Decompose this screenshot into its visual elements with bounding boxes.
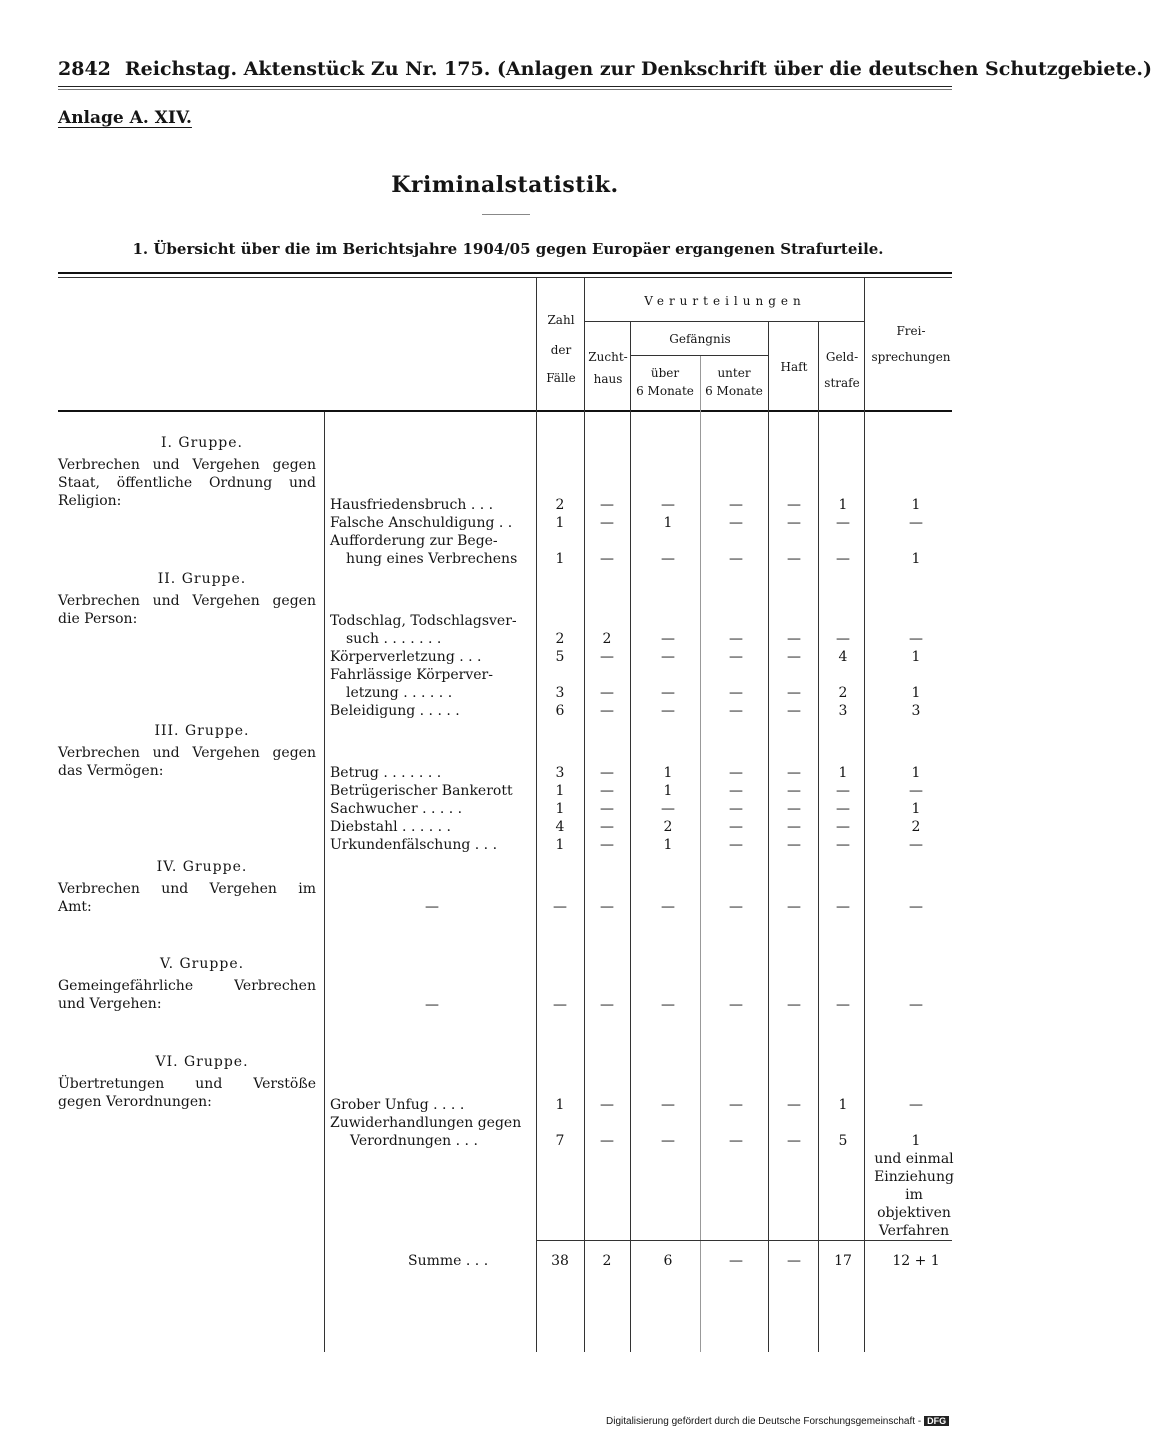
row-label: such . . . . . . .: [346, 631, 442, 647]
col-zahl-line2: der: [550, 343, 572, 357]
cell-geld: —: [836, 837, 850, 853]
cell-zahl: 2: [555, 497, 565, 513]
group-desc-line: Übertretungen und Verstöße: [58, 1076, 316, 1092]
col-zuchthaus-heading: [586, 346, 630, 390]
col-zahl-line3: Fälle: [546, 371, 576, 385]
table-row: [330, 550, 960, 568]
cell-frei: 1: [911, 765, 921, 781]
note-line: und einmal: [874, 1151, 954, 1167]
table-top-rule: [58, 272, 952, 274]
table-row: [330, 1132, 960, 1150]
cell-zuchthaus: —: [600, 649, 614, 665]
row-label: Betrügerischer Bankerott: [330, 783, 513, 799]
table-subtitle: 1. Übersicht über die im Berichtsjahre 1904/05 gegen Europäer ergangenen Strafurteile.: [132, 240, 884, 258]
col-frei-line1: Frei-: [896, 324, 926, 338]
cell-geld: 1: [838, 765, 848, 781]
row-label: Sachwucher . . . . .: [330, 801, 463, 817]
col-zahl-heading: [538, 304, 584, 392]
cell-geld: 17: [834, 1253, 852, 1269]
table-row: [330, 648, 960, 666]
cell-haft: —: [787, 703, 801, 719]
cell-geld: 2: [838, 685, 848, 701]
cell-zuchthaus: —: [600, 801, 614, 817]
cell-geld: —: [836, 631, 850, 647]
cell-ueber: 2: [663, 819, 673, 835]
col-geld-line2: strafe: [824, 376, 860, 390]
cell-zuchthaus: —: [600, 765, 614, 781]
cell-ueber: —: [661, 685, 675, 701]
footer-text: Digitalisierung gefördert durch die Deutsche Forschungsgemeinschaft -: [606, 1416, 922, 1427]
col-frei-heading: [866, 318, 956, 370]
cell-geld: —: [836, 801, 850, 817]
table-row: [330, 898, 960, 916]
cell-ueber: —: [661, 649, 675, 665]
cell-frei: —: [909, 1097, 923, 1113]
dfg-logo: DFG: [924, 1416, 949, 1426]
cell-unter: —: [729, 631, 743, 647]
table-top-rule-thin: [58, 277, 952, 278]
cell-zahl: 1: [555, 551, 565, 567]
cell-geld: —: [836, 515, 850, 531]
cell-geld: —: [836, 997, 850, 1013]
cell-frei: 1: [911, 649, 921, 665]
cell-geld: 3: [838, 703, 848, 719]
col-zuchthaus-line2: haus: [593, 372, 623, 386]
group-6: [58, 1053, 316, 1111]
cell-ueber: 1: [663, 783, 673, 799]
col-unter-heading: [700, 364, 768, 400]
cell-ueber: 1: [663, 837, 673, 853]
group-desc-line: das Vermögen:: [58, 763, 164, 779]
cell-haft: —: [787, 631, 801, 647]
note-line: im: [905, 1187, 923, 1203]
cell-ueber: —: [661, 703, 675, 719]
group-5: [58, 955, 316, 1013]
table-row: [330, 818, 960, 836]
group-desc-line: Verbrechen und Vergehen gegen: [58, 593, 316, 609]
row-label: Grober Unfug . . . .: [330, 1097, 465, 1113]
cell-zuchthaus: —: [600, 1097, 614, 1113]
row-label: Todschlag, Todschlagsver-: [330, 613, 517, 629]
cell-zahl: 7: [555, 1133, 565, 1149]
cell-ueber: —: [661, 631, 675, 647]
col-frei-line2: sprechungen: [871, 350, 951, 364]
table-row: [330, 612, 960, 630]
cell-zahl: 1: [555, 783, 565, 799]
cell-zuchthaus: —: [600, 783, 614, 799]
table-row: [330, 496, 960, 514]
group-title: II. Gruppe.: [157, 571, 247, 587]
cell-unter: —: [729, 1097, 743, 1113]
row-label: Fahrlässige Körperver-: [330, 667, 493, 683]
row-label: Verordnungen . . .: [350, 1133, 478, 1149]
cell-zahl: 1: [555, 515, 565, 531]
cell-zuchthaus: —: [600, 497, 614, 513]
cell-unter: —: [729, 837, 743, 853]
group-desc-line: die Person:: [58, 611, 138, 627]
group-desc-line: Verbrechen und Vergehen gegen: [58, 457, 316, 473]
cell-zuchthaus: —: [600, 899, 614, 915]
group-title: VI. Gruppe.: [155, 1054, 249, 1070]
cell-haft: —: [787, 1097, 801, 1113]
group-title: IV. Gruppe.: [156, 859, 248, 875]
cell-zahl: 3: [555, 765, 565, 781]
freisprechungen-note: [866, 1150, 962, 1240]
group-1: [58, 434, 316, 510]
cell-zuchthaus: —: [600, 685, 614, 701]
table-row: [330, 514, 960, 532]
cell-zahl: 6: [555, 703, 565, 719]
header-rule-2: [58, 89, 952, 90]
row-label: Betrug . . . . . . .: [330, 765, 442, 781]
cell-ueber: —: [661, 497, 675, 513]
cell-geld: 1: [838, 1097, 848, 1113]
running-title: Reichstag. Aktenstück Zu Nr. 175. (Anlagen zur Denkschrift über die deutschen Schutzgebiete.): [124, 58, 1152, 80]
note-line: objektiven: [877, 1205, 951, 1221]
cell-unter: —: [729, 1133, 743, 1149]
row-label: Hausfriedensbruch . . .: [330, 497, 494, 513]
cell-frei: —: [909, 631, 923, 647]
row-label-dash: —: [425, 997, 439, 1013]
group-desc-line: Staat, öffentliche Ordnung und: [58, 475, 316, 491]
cell-zuchthaus: —: [600, 703, 614, 719]
row-label: hung eines Verbrechens: [346, 551, 518, 567]
summe-top-rule: [536, 1240, 952, 1241]
cell-frei: 1: [911, 497, 921, 513]
cell-frei: —: [909, 783, 923, 799]
col-verurteilungen-heading: Verurteilungen: [644, 294, 806, 308]
digitization-footer: [606, 1416, 949, 1427]
cell-frei: 2: [911, 819, 921, 835]
cell-zuchthaus: —: [600, 551, 614, 567]
cell-frei: 1: [911, 551, 921, 567]
title-rule: [482, 214, 530, 215]
anlage-label: Anlage A. XIV.: [58, 108, 192, 128]
cell-unter: —: [729, 551, 743, 567]
cell-unter: —: [729, 649, 743, 665]
cell-unter: —: [729, 899, 743, 915]
cell-haft: —: [787, 551, 801, 567]
table-row: [330, 702, 960, 720]
cell-zuchthaus: —: [600, 819, 614, 835]
group-desc-line: Religion:: [58, 493, 122, 509]
group-4: [58, 858, 316, 916]
cell-ueber: 6: [663, 1253, 673, 1269]
cell-haft: —: [787, 899, 801, 915]
row-label: Falsche Anschuldigung . .: [330, 515, 513, 531]
table-row: [330, 800, 960, 818]
table-row: [330, 1096, 960, 1114]
page-title: Kriminalstatistik.: [391, 172, 619, 198]
summe-row: [330, 1252, 960, 1270]
row-label: Aufforderung zur Bege-: [330, 533, 498, 549]
col-unter-line2: 6 Monate: [705, 384, 763, 398]
group-3: [58, 722, 316, 780]
row-label: Urkundenfälschung . . .: [330, 837, 498, 853]
note-line: Verfahren: [878, 1223, 950, 1239]
cell-geld: 5: [838, 1133, 848, 1149]
cell-haft: —: [787, 685, 801, 701]
cell-haft: —: [787, 649, 801, 665]
cell-haft: —: [787, 515, 801, 531]
table-row: [330, 782, 960, 800]
cell-frei: —: [909, 837, 923, 853]
col-ueber-line2: 6 Monate: [636, 384, 694, 398]
cell-geld: —: [836, 783, 850, 799]
group-2: [58, 570, 316, 628]
cell-zahl: 38: [551, 1253, 569, 1269]
group-desc-line: gegen Verordnungen:: [58, 1094, 212, 1110]
cell-frei: 3: [911, 703, 921, 719]
table-row: [330, 1114, 960, 1132]
cell-ueber: 1: [663, 765, 673, 781]
gefaengnis-rule: [630, 355, 768, 356]
group-desc-line: und Vergehen:: [58, 996, 162, 1012]
table-row: [330, 764, 960, 782]
group-desc-line: Verbrechen und Vergehen im: [58, 881, 316, 897]
note-line: Einziehung: [874, 1169, 954, 1185]
cell-ueber: 1: [663, 515, 673, 531]
cell-zahl: 3: [555, 685, 565, 701]
cell-zahl: 4: [555, 819, 565, 835]
col-ueber-heading: [630, 364, 700, 400]
cell-geld: 4: [838, 649, 848, 665]
cell-ueber: —: [661, 801, 675, 817]
cell-ueber: —: [661, 551, 675, 567]
group-title: III. Gruppe.: [154, 723, 250, 739]
cell-unter: —: [729, 783, 743, 799]
col-line-label: [324, 412, 325, 1352]
row-label: Beleidigung . . . . .: [330, 703, 460, 719]
cell-zuchthaus: —: [600, 997, 614, 1013]
cell-haft: —: [787, 997, 801, 1013]
col-ueber-line1: über: [650, 366, 680, 380]
cell-frei: —: [909, 515, 923, 531]
cell-unter: —: [729, 801, 743, 817]
cell-unter: —: [729, 997, 743, 1013]
cell-geld: —: [836, 551, 850, 567]
table-row: [330, 684, 960, 702]
row-label: Diebstahl . . . . . .: [330, 819, 452, 835]
cell-zahl: 2: [555, 631, 565, 647]
cell-haft: —: [787, 1253, 801, 1269]
col-haft-heading: Haft: [780, 360, 808, 374]
cell-zuchthaus: 2: [602, 631, 612, 647]
col-zahl-line1: Zahl: [547, 313, 575, 327]
table-row: [330, 666, 960, 684]
cell-ueber: —: [661, 997, 675, 1013]
col-zuchthaus-line1: Zucht-: [588, 350, 628, 364]
cell-zahl: —: [553, 997, 567, 1013]
header-rule: [58, 86, 952, 87]
col-gefaengnis-heading: Gefängnis: [669, 332, 731, 346]
cell-frei: —: [909, 997, 923, 1013]
cell-haft: —: [787, 801, 801, 817]
col-geld-line1: Geld-: [825, 350, 859, 364]
cell-frei: 12 + 1: [892, 1253, 940, 1269]
col-unter-line1: unter: [717, 366, 751, 380]
cell-haft: —: [787, 837, 801, 853]
cell-ueber: —: [661, 1097, 675, 1113]
cell-zahl: —: [553, 899, 567, 915]
cell-frei: 1: [911, 685, 921, 701]
row-label: Zuwiderhandlungen gegen: [330, 1115, 522, 1131]
cell-unter: —: [729, 497, 743, 513]
group-desc-line: Amt:: [58, 899, 92, 915]
cell-unter: —: [729, 515, 743, 531]
cell-zuchthaus: —: [600, 837, 614, 853]
cell-haft: —: [787, 1133, 801, 1149]
verurteilungen-rule: [584, 321, 864, 322]
row-label: Körperverletzung . . .: [330, 649, 482, 665]
cell-zahl: 5: [555, 649, 565, 665]
row-label-dash: —: [425, 899, 439, 915]
col-geldstrafe-heading: [820, 344, 864, 396]
cell-zuchthaus: —: [600, 515, 614, 531]
cell-zahl: 1: [555, 801, 565, 817]
cell-unter: —: [729, 765, 743, 781]
cell-geld: 1: [838, 497, 848, 513]
table-row: [330, 836, 960, 854]
cell-unter: —: [729, 819, 743, 835]
cell-unter: —: [729, 703, 743, 719]
summe-label: Summe . . .: [408, 1253, 489, 1269]
cell-haft: —: [787, 783, 801, 799]
cell-ueber: —: [661, 899, 675, 915]
table-row: [330, 532, 960, 550]
cell-frei: 1: [911, 1133, 921, 1149]
group-title: V. Gruppe.: [159, 956, 245, 972]
cell-zuchthaus: —: [600, 1133, 614, 1149]
cell-geld: —: [836, 819, 850, 835]
cell-zuchthaus: 2: [602, 1253, 612, 1269]
table-row: [330, 630, 960, 648]
cell-unter: —: [729, 1253, 743, 1269]
cell-frei: 1: [911, 801, 921, 817]
group-desc-line: Verbrechen und Vergehen gegen: [58, 745, 316, 761]
group-desc-line: Gemeingefährliche Verbrechen: [58, 978, 316, 994]
cell-haft: —: [787, 765, 801, 781]
cell-ueber: —: [661, 1133, 675, 1149]
table-row: [330, 996, 960, 1014]
cell-zahl: 1: [555, 1097, 565, 1113]
page-number: 2842: [58, 58, 111, 80]
row-label: letzung . . . . . .: [346, 685, 453, 701]
cell-haft: —: [787, 819, 801, 835]
cell-haft: —: [787, 497, 801, 513]
group-title: I. Gruppe.: [161, 435, 243, 451]
cell-unter: —: [729, 685, 743, 701]
cell-zahl: 1: [555, 837, 565, 853]
cell-frei: —: [909, 899, 923, 915]
cell-geld: —: [836, 899, 850, 915]
running-header: [58, 58, 1152, 80]
